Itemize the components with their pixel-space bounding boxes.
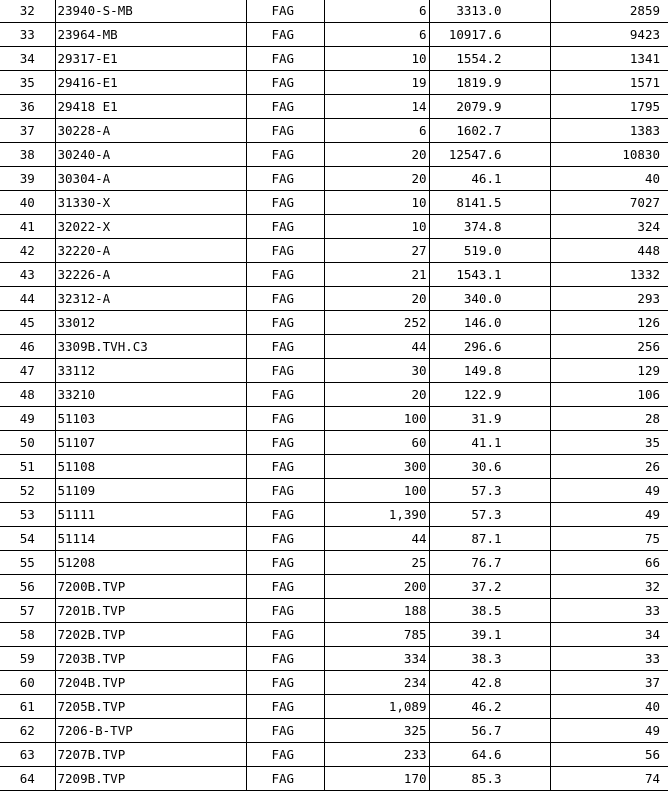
- amount-cell: 32: [550, 575, 668, 599]
- amount-cell: 7027: [550, 191, 668, 215]
- model-cell: 33012: [55, 311, 246, 335]
- brand-cell: FAG: [246, 287, 324, 311]
- model-cell: 7206-B-TVP: [55, 719, 246, 743]
- table-row: [0, 383, 668, 407]
- table-row: [0, 263, 668, 287]
- table-row: [0, 287, 668, 311]
- quantity-cell: 6: [324, 0, 429, 23]
- unit-price-cell: 87.1: [429, 527, 550, 551]
- row-number-cell: 38: [0, 143, 55, 167]
- table-row: [0, 551, 668, 575]
- amount-cell: 106: [550, 383, 668, 407]
- row-number-cell: 42: [0, 239, 55, 263]
- quantity-cell: 188: [324, 599, 429, 623]
- table-row: [0, 767, 668, 791]
- model-cell: 23964-MB: [55, 23, 246, 47]
- quantity-cell: 234: [324, 671, 429, 695]
- unit-price-cell: 1554.2: [429, 47, 550, 71]
- quantity-cell: 20: [324, 383, 429, 407]
- quantity-cell: 6: [324, 119, 429, 143]
- quantity-cell: 10: [324, 191, 429, 215]
- unit-price-cell: 57.3: [429, 503, 550, 527]
- model-cell: 7204B.TVP: [55, 671, 246, 695]
- table-row: [0, 671, 668, 695]
- brand-cell: FAG: [246, 383, 324, 407]
- table-row: [0, 23, 668, 47]
- table-row: [0, 335, 668, 359]
- table-row: [0, 0, 668, 23]
- amount-cell: 40: [550, 167, 668, 191]
- amount-cell: 10830: [550, 143, 668, 167]
- brand-cell: FAG: [246, 71, 324, 95]
- model-cell: 3309B.TVH.C3: [55, 335, 246, 359]
- row-number-cell: 48: [0, 383, 55, 407]
- table-row: [0, 47, 668, 71]
- row-number-cell: 56: [0, 575, 55, 599]
- brand-cell: FAG: [246, 0, 324, 23]
- model-cell: 30228-A: [55, 119, 246, 143]
- unit-price-cell: 3313.0: [429, 0, 550, 23]
- brand-cell: FAG: [246, 407, 324, 431]
- model-cell: 29418 E1: [55, 95, 246, 119]
- model-cell: 23940-S-MB: [55, 0, 246, 23]
- unit-price-cell: 39.1: [429, 623, 550, 647]
- quantity-cell: 25: [324, 551, 429, 575]
- table-row: [0, 599, 668, 623]
- unit-price-cell: 2079.9: [429, 95, 550, 119]
- row-number-cell: 64: [0, 767, 55, 791]
- unit-price-cell: 31.9: [429, 407, 550, 431]
- model-cell: 29317-E1: [55, 47, 246, 71]
- model-cell: 30240-A: [55, 143, 246, 167]
- amount-cell: 9423: [550, 23, 668, 47]
- unit-price-cell: 296.6: [429, 335, 550, 359]
- row-number-cell: 58: [0, 623, 55, 647]
- unit-price-cell: 42.8: [429, 671, 550, 695]
- model-cell: 7202B.TVP: [55, 623, 246, 647]
- brand-cell: FAG: [246, 479, 324, 503]
- model-cell: 51111: [55, 503, 246, 527]
- model-cell: 30304-A: [55, 167, 246, 191]
- quantity-cell: 60: [324, 431, 429, 455]
- unit-price-cell: 1543.1: [429, 263, 550, 287]
- brand-cell: FAG: [246, 119, 324, 143]
- row-number-cell: 33: [0, 23, 55, 47]
- amount-cell: 28: [550, 407, 668, 431]
- table-row: [0, 71, 668, 95]
- brand-cell: FAG: [246, 23, 324, 47]
- amount-cell: 75: [550, 527, 668, 551]
- quantity-cell: 10: [324, 215, 429, 239]
- brand-cell: FAG: [246, 167, 324, 191]
- quantity-cell: 170: [324, 767, 429, 791]
- row-number-cell: 55: [0, 551, 55, 575]
- row-number-cell: 60: [0, 671, 55, 695]
- unit-price-cell: 122.9: [429, 383, 550, 407]
- amount-cell: 35: [550, 431, 668, 455]
- amount-cell: 74: [550, 767, 668, 791]
- amount-cell: 33: [550, 599, 668, 623]
- table-row: [0, 455, 668, 479]
- model-cell: 51109: [55, 479, 246, 503]
- row-number-cell: 32: [0, 0, 55, 23]
- row-number-cell: 43: [0, 263, 55, 287]
- row-number-cell: 36: [0, 95, 55, 119]
- model-cell: 51114: [55, 527, 246, 551]
- row-number-cell: 46: [0, 335, 55, 359]
- model-cell: 7203B.TVP: [55, 647, 246, 671]
- brand-cell: FAG: [246, 95, 324, 119]
- model-cell: 51107: [55, 431, 246, 455]
- quantity-cell: 44: [324, 335, 429, 359]
- brand-cell: FAG: [246, 647, 324, 671]
- unit-price-cell: 146.0: [429, 311, 550, 335]
- model-cell: 33210: [55, 383, 246, 407]
- unit-price-cell: 519.0: [429, 239, 550, 263]
- table-row: [0, 479, 668, 503]
- brand-cell: FAG: [246, 719, 324, 743]
- model-cell: 32226-A: [55, 263, 246, 287]
- model-cell: 32022-X: [55, 215, 246, 239]
- amount-cell: 40: [550, 695, 668, 719]
- model-cell: 32312-A: [55, 287, 246, 311]
- brand-cell: FAG: [246, 431, 324, 455]
- amount-cell: 49: [550, 479, 668, 503]
- row-number-cell: 34: [0, 47, 55, 71]
- unit-price-cell: 46.1: [429, 167, 550, 191]
- quantity-cell: 14: [324, 95, 429, 119]
- table-row: [0, 575, 668, 599]
- table-row: [0, 647, 668, 671]
- unit-price-cell: 340.0: [429, 287, 550, 311]
- model-cell: 31330-X: [55, 191, 246, 215]
- row-number-cell: 53: [0, 503, 55, 527]
- row-number-cell: 47: [0, 359, 55, 383]
- unit-price-cell: 37.2: [429, 575, 550, 599]
- unit-price-cell: 85.3: [429, 767, 550, 791]
- brand-cell: FAG: [246, 599, 324, 623]
- quantity-cell: 19: [324, 71, 429, 95]
- table-row: [0, 407, 668, 431]
- brand-cell: FAG: [246, 743, 324, 767]
- brand-cell: FAG: [246, 671, 324, 695]
- brand-cell: FAG: [246, 311, 324, 335]
- brand-cell: FAG: [246, 143, 324, 167]
- amount-cell: 129: [550, 359, 668, 383]
- unit-price-cell: 374.8: [429, 215, 550, 239]
- unit-price-cell: 12547.6: [429, 143, 550, 167]
- amount-cell: 1795: [550, 95, 668, 119]
- quantity-cell: 334: [324, 647, 429, 671]
- unit-price-cell: 76.7: [429, 551, 550, 575]
- brand-cell: FAG: [246, 575, 324, 599]
- table-row: [0, 215, 668, 239]
- amount-cell: 324: [550, 215, 668, 239]
- quantity-cell: 1,390: [324, 503, 429, 527]
- table-row: [0, 503, 668, 527]
- quantity-cell: 27: [324, 239, 429, 263]
- quantity-cell: 325: [324, 719, 429, 743]
- table-row: [0, 311, 668, 335]
- unit-price-cell: 41.1: [429, 431, 550, 455]
- row-number-cell: 52: [0, 479, 55, 503]
- unit-price-cell: 38.5: [429, 599, 550, 623]
- brand-cell: FAG: [246, 455, 324, 479]
- amount-cell: 26: [550, 455, 668, 479]
- row-number-cell: 59: [0, 647, 55, 671]
- model-cell: 7207B.TVP: [55, 743, 246, 767]
- unit-price-cell: 46.2: [429, 695, 550, 719]
- table-row: [0, 743, 668, 767]
- table-row: [0, 239, 668, 263]
- quantity-cell: 100: [324, 407, 429, 431]
- brand-cell: FAG: [246, 623, 324, 647]
- unit-price-cell: 149.8: [429, 359, 550, 383]
- row-number-cell: 45: [0, 311, 55, 335]
- table-row: [0, 719, 668, 743]
- amount-cell: 37: [550, 671, 668, 695]
- brand-cell: FAG: [246, 551, 324, 575]
- quantity-cell: 1,089: [324, 695, 429, 719]
- quantity-cell: 20: [324, 287, 429, 311]
- amount-cell: 126: [550, 311, 668, 335]
- row-number-cell: 41: [0, 215, 55, 239]
- table-row: [0, 431, 668, 455]
- brand-cell: FAG: [246, 767, 324, 791]
- unit-price-cell: 64.6: [429, 743, 550, 767]
- row-number-cell: 35: [0, 71, 55, 95]
- table-row: [0, 119, 668, 143]
- table-row: [0, 143, 668, 167]
- quantity-cell: 300: [324, 455, 429, 479]
- quantity-cell: 30: [324, 359, 429, 383]
- row-number-cell: 54: [0, 527, 55, 551]
- table-row: [0, 527, 668, 551]
- row-number-cell: 49: [0, 407, 55, 431]
- brand-cell: FAG: [246, 239, 324, 263]
- model-cell: 7209B.TVP: [55, 767, 246, 791]
- unit-price-cell: 57.3: [429, 479, 550, 503]
- unit-price-cell: 8141.5: [429, 191, 550, 215]
- unit-price-cell: 56.7: [429, 719, 550, 743]
- row-number-cell: 40: [0, 191, 55, 215]
- row-number-cell: 61: [0, 695, 55, 719]
- quantity-cell: 6: [324, 23, 429, 47]
- amount-cell: 56: [550, 743, 668, 767]
- table-row: [0, 95, 668, 119]
- amount-cell: 1571: [550, 71, 668, 95]
- model-cell: 7205B.TVP: [55, 695, 246, 719]
- amount-cell: 33: [550, 647, 668, 671]
- unit-price-cell: 30.6: [429, 455, 550, 479]
- quantity-cell: 252: [324, 311, 429, 335]
- brand-cell: FAG: [246, 527, 324, 551]
- table-row: [0, 695, 668, 719]
- unit-price-cell: 10917.6: [429, 23, 550, 47]
- amount-cell: 1341: [550, 47, 668, 71]
- quantity-cell: 785: [324, 623, 429, 647]
- brand-cell: FAG: [246, 191, 324, 215]
- brand-cell: FAG: [246, 503, 324, 527]
- amount-cell: 448: [550, 239, 668, 263]
- model-cell: 29416-E1: [55, 71, 246, 95]
- row-number-cell: 44: [0, 287, 55, 311]
- quantity-cell: 20: [324, 167, 429, 191]
- quantity-cell: 44: [324, 527, 429, 551]
- model-cell: 51103: [55, 407, 246, 431]
- model-cell: 32220-A: [55, 239, 246, 263]
- table-row: [0, 623, 668, 647]
- amount-cell: 66: [550, 551, 668, 575]
- amount-cell: 2859: [550, 0, 668, 23]
- row-number-cell: 50: [0, 431, 55, 455]
- unit-price-cell: 38.3: [429, 647, 550, 671]
- row-number-cell: 51: [0, 455, 55, 479]
- unit-price-cell: 1819.9: [429, 71, 550, 95]
- quantity-cell: 200: [324, 575, 429, 599]
- table-row: [0, 191, 668, 215]
- row-number-cell: 63: [0, 743, 55, 767]
- model-cell: 51208: [55, 551, 246, 575]
- brand-cell: FAG: [246, 695, 324, 719]
- model-cell: 51108: [55, 455, 246, 479]
- amount-cell: 293: [550, 287, 668, 311]
- brand-cell: FAG: [246, 47, 324, 71]
- quantity-cell: 10: [324, 47, 429, 71]
- brand-cell: FAG: [246, 359, 324, 383]
- row-number-cell: 57: [0, 599, 55, 623]
- quantity-cell: 100: [324, 479, 429, 503]
- brand-cell: FAG: [246, 215, 324, 239]
- model-cell: 33112: [55, 359, 246, 383]
- brand-cell: FAG: [246, 263, 324, 287]
- amount-cell: 256: [550, 335, 668, 359]
- amount-cell: 49: [550, 719, 668, 743]
- table-row: [0, 167, 668, 191]
- amount-cell: 49: [550, 503, 668, 527]
- amount-cell: 1332: [550, 263, 668, 287]
- table-row: [0, 359, 668, 383]
- quantity-cell: 20: [324, 143, 429, 167]
- quantity-cell: 21: [324, 263, 429, 287]
- amount-cell: 34: [550, 623, 668, 647]
- model-cell: 7201B.TVP: [55, 599, 246, 623]
- row-number-cell: 62: [0, 719, 55, 743]
- amount-cell: 1383: [550, 119, 668, 143]
- model-cell: 7200B.TVP: [55, 575, 246, 599]
- row-number-cell: 39: [0, 167, 55, 191]
- unit-price-cell: 1602.7: [429, 119, 550, 143]
- quantity-cell: 233: [324, 743, 429, 767]
- row-number-cell: 37: [0, 119, 55, 143]
- brand-cell: FAG: [246, 335, 324, 359]
